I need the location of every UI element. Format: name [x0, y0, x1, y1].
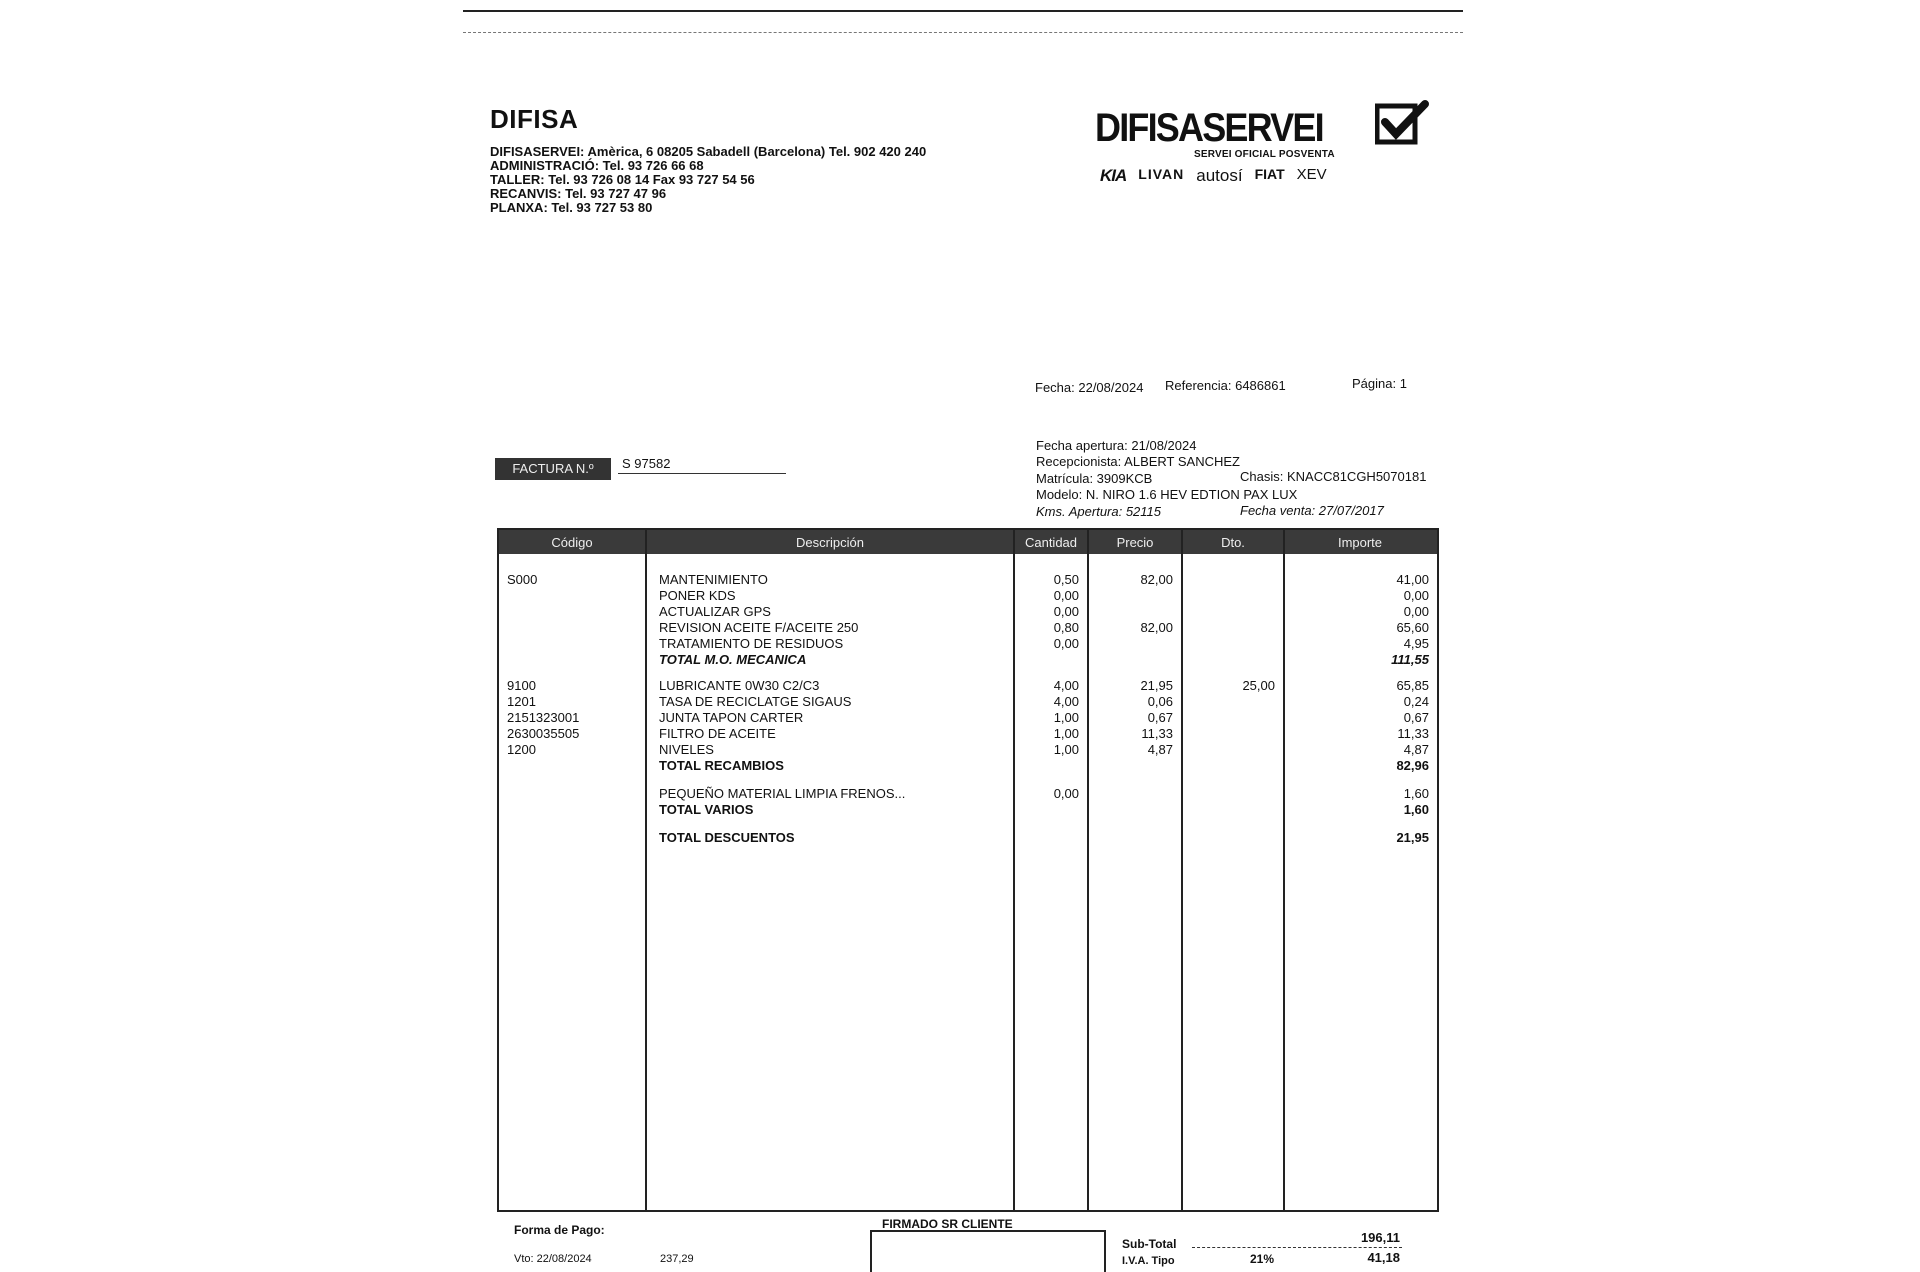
- subtotal-value: 196,11: [1360, 1230, 1400, 1245]
- line-item-desc: LUBRICANTE 0W30 C2/C3: [659, 678, 820, 693]
- line-item-desc: MANTENIMIENTO: [659, 572, 768, 587]
- due-amount: 237,29: [660, 1253, 694, 1265]
- line-item-precio: 82,00: [1140, 620, 1173, 635]
- opening-km: Kms. Apertura: 52115: [1036, 504, 1162, 519]
- line-item-precio: 0,06: [1147, 694, 1173, 709]
- invoice-page: Página: 1: [1352, 376, 1407, 391]
- total-row-importe: 21,95: [1396, 830, 1429, 845]
- line-item-desc: TASA DE RECICLATGE SIGAUS: [659, 694, 852, 709]
- fiat-logo: FIAT: [1254, 166, 1285, 182]
- address-line-2: ADMINISTRACIÓ: Tel. 93 726 66 68: [490, 158, 704, 173]
- invoice-date: Fecha: 22/08/2024: [1035, 380, 1144, 395]
- col-header-precio: Precio: [1116, 535, 1154, 550]
- col-header-codigo: Código: [551, 535, 593, 550]
- col-header-importe: Importe: [1337, 535, 1383, 550]
- line-item-importe: 1,60: [1403, 786, 1429, 801]
- line-item-importe: 11,33: [1397, 726, 1429, 741]
- address-line-4: RECANVIS: Tel. 93 727 47 96: [490, 186, 667, 201]
- payment-method-label: Forma de Pago:: [514, 1223, 605, 1237]
- line-item-cant: 0,00: [1053, 786, 1079, 801]
- line-item-codigo: 1201: [507, 694, 536, 709]
- address-line-3: TALLER: Tel. 93 726 08 14 Fax 93 727 54 56: [490, 172, 755, 187]
- brand-logos: [1100, 166, 1327, 186]
- address-line-5: PLANXA: Tel. 93 727 53 80: [490, 200, 653, 215]
- address-line-1: DIFISASERVEI: Amèrica, 6 08205 Sabadell (Barcelona) Tel. 902 420 240: [490, 144, 927, 159]
- line-item-dto: 25,00: [1242, 678, 1275, 693]
- line-item-cant: 1,00: [1053, 742, 1079, 757]
- line-item-precio: 4,87: [1147, 742, 1173, 757]
- line-item-codigo: 2630035505: [507, 726, 580, 741]
- vat-percent: 21%: [1250, 1252, 1275, 1266]
- invoice-number-label: FACTURA N.º: [495, 458, 611, 480]
- total-row-importe: 82,96: [1396, 758, 1429, 773]
- line-item-cant: 0,00: [1053, 588, 1079, 603]
- xev-logo: XEV: [1296, 166, 1327, 183]
- total-row-importe: 1,60: [1403, 802, 1429, 817]
- invoice-number-underline: [618, 473, 786, 474]
- total-row-importe: 111,55: [1391, 652, 1429, 667]
- subtotal-label: Sub-Total: [1122, 1237, 1177, 1251]
- autosi-logo: autosí: [1196, 166, 1243, 185]
- difisaservei-logo: [1090, 96, 1430, 196]
- line-item-cant: 0,00: [1053, 604, 1079, 619]
- line-item-desc: TRATAMIENTO DE RESIDUOS: [659, 636, 844, 651]
- line-item-importe: 0,24: [1403, 694, 1429, 709]
- total-row-desc: TOTAL VARIOS: [659, 802, 754, 817]
- line-item-precio: 21,95: [1140, 678, 1173, 693]
- line-item-cant: 4,00: [1053, 694, 1079, 709]
- line-item-desc: PEQUEÑO MATERIAL LIMPIA FRENOS...: [659, 786, 906, 801]
- total-row-desc: TOTAL DESCUENTOS: [659, 830, 795, 845]
- table-header: [499, 530, 1437, 554]
- scan-edge-line: [463, 10, 1463, 12]
- line-item-codigo: S000: [507, 572, 538, 587]
- line-item-cant: 4,00: [1053, 678, 1079, 693]
- vat-label: I.V.A. Tipo: [1122, 1255, 1175, 1267]
- invoice-lines-table: [497, 528, 1439, 1212]
- license-plate: Matrícula: 3909KCB: [1036, 471, 1153, 486]
- chassis: Chasis: KNACC81CGH5070181: [1240, 469, 1427, 484]
- due-date: Vto: 22/08/2024: [514, 1253, 592, 1265]
- line-item-desc: NIVELES: [659, 742, 714, 757]
- line-item-importe: 0,00: [1403, 604, 1429, 619]
- column-divider: [645, 530, 647, 1210]
- invoice-number: S 97582: [622, 456, 671, 471]
- line-item-desc: ACTUALIZAR GPS: [659, 604, 771, 619]
- vehicle-model: Modelo: N. NIRO 1.6 HEV EDTION PAX LUX: [1036, 487, 1298, 502]
- line-item-precio: 82,00: [1140, 572, 1173, 587]
- line-item-codigo: 1200: [507, 742, 536, 757]
- logo-wordmark: DIFISASERVEI: [1095, 106, 1323, 150]
- line-item-codigo: 9100: [507, 678, 536, 693]
- receptionist: Recepcionista: ALBERT SANCHEZ: [1036, 454, 1240, 469]
- line-item-importe: 0,67: [1403, 710, 1429, 725]
- line-item-cant: 0,80: [1053, 620, 1079, 635]
- line-item-desc: REVISION ACEITE F/ACEITE 250: [659, 620, 859, 635]
- line-item-desc: JUNTA TAPON CARTER: [659, 710, 804, 725]
- line-item-desc: FILTRO DE ACEITE: [659, 726, 776, 741]
- signature-box: [870, 1230, 1106, 1272]
- col-header-cantidad: Cantidad: [1024, 535, 1078, 550]
- line-item-cant: 0,50: [1053, 572, 1079, 587]
- line-item-cant: 1,00: [1053, 726, 1079, 741]
- line-item-codigo: 2151323001: [507, 710, 580, 725]
- col-header-descripcion: Descripción: [796, 535, 864, 550]
- line-item-importe: 0,00: [1403, 588, 1429, 603]
- line-item-cant: 0,00: [1053, 636, 1079, 651]
- line-item-importe: 4,87: [1403, 742, 1429, 757]
- line-item-desc: PONER KDS: [659, 588, 736, 603]
- company-name: DIFISA: [490, 104, 579, 134]
- line-item-precio: 11,33: [1141, 726, 1173, 741]
- line-item-importe: 65,85: [1396, 678, 1429, 693]
- opening-date: Fecha apertura: 21/08/2024: [1036, 438, 1197, 453]
- total-row-desc: TOTAL RECAMBIOS: [659, 758, 784, 773]
- line-item-cant: 1,00: [1053, 710, 1079, 725]
- sale-date: Fecha venta: 27/07/2017: [1240, 503, 1384, 518]
- vat-value: 41,18: [1367, 1250, 1400, 1265]
- col-header-dto: Dto.: [1221, 535, 1245, 550]
- column-divider: [1181, 530, 1183, 1210]
- total-row-desc: TOTAL M.O. MECANICA: [659, 652, 807, 667]
- customer-signature-label: FIRMADO SR CLIENTE: [882, 1217, 1013, 1231]
- subtotal-dotted-line: [1192, 1247, 1402, 1248]
- line-item-importe: 65,60: [1396, 620, 1429, 635]
- scan-edge-dashes: [463, 32, 1463, 34]
- livan-logo: LIVAN: [1138, 166, 1185, 182]
- checkmark-icon: [1375, 100, 1431, 146]
- logo-subtitle: SERVEI OFICIAL POSVENTA: [1194, 149, 1335, 160]
- line-item-importe: 4,95: [1403, 636, 1429, 651]
- invoice-reference: Referencia: 6486861: [1165, 378, 1286, 393]
- line-item-precio: 0,67: [1147, 710, 1173, 725]
- line-item-importe: 41,00: [1396, 572, 1429, 587]
- kia-logo: KIA: [1100, 166, 1127, 185]
